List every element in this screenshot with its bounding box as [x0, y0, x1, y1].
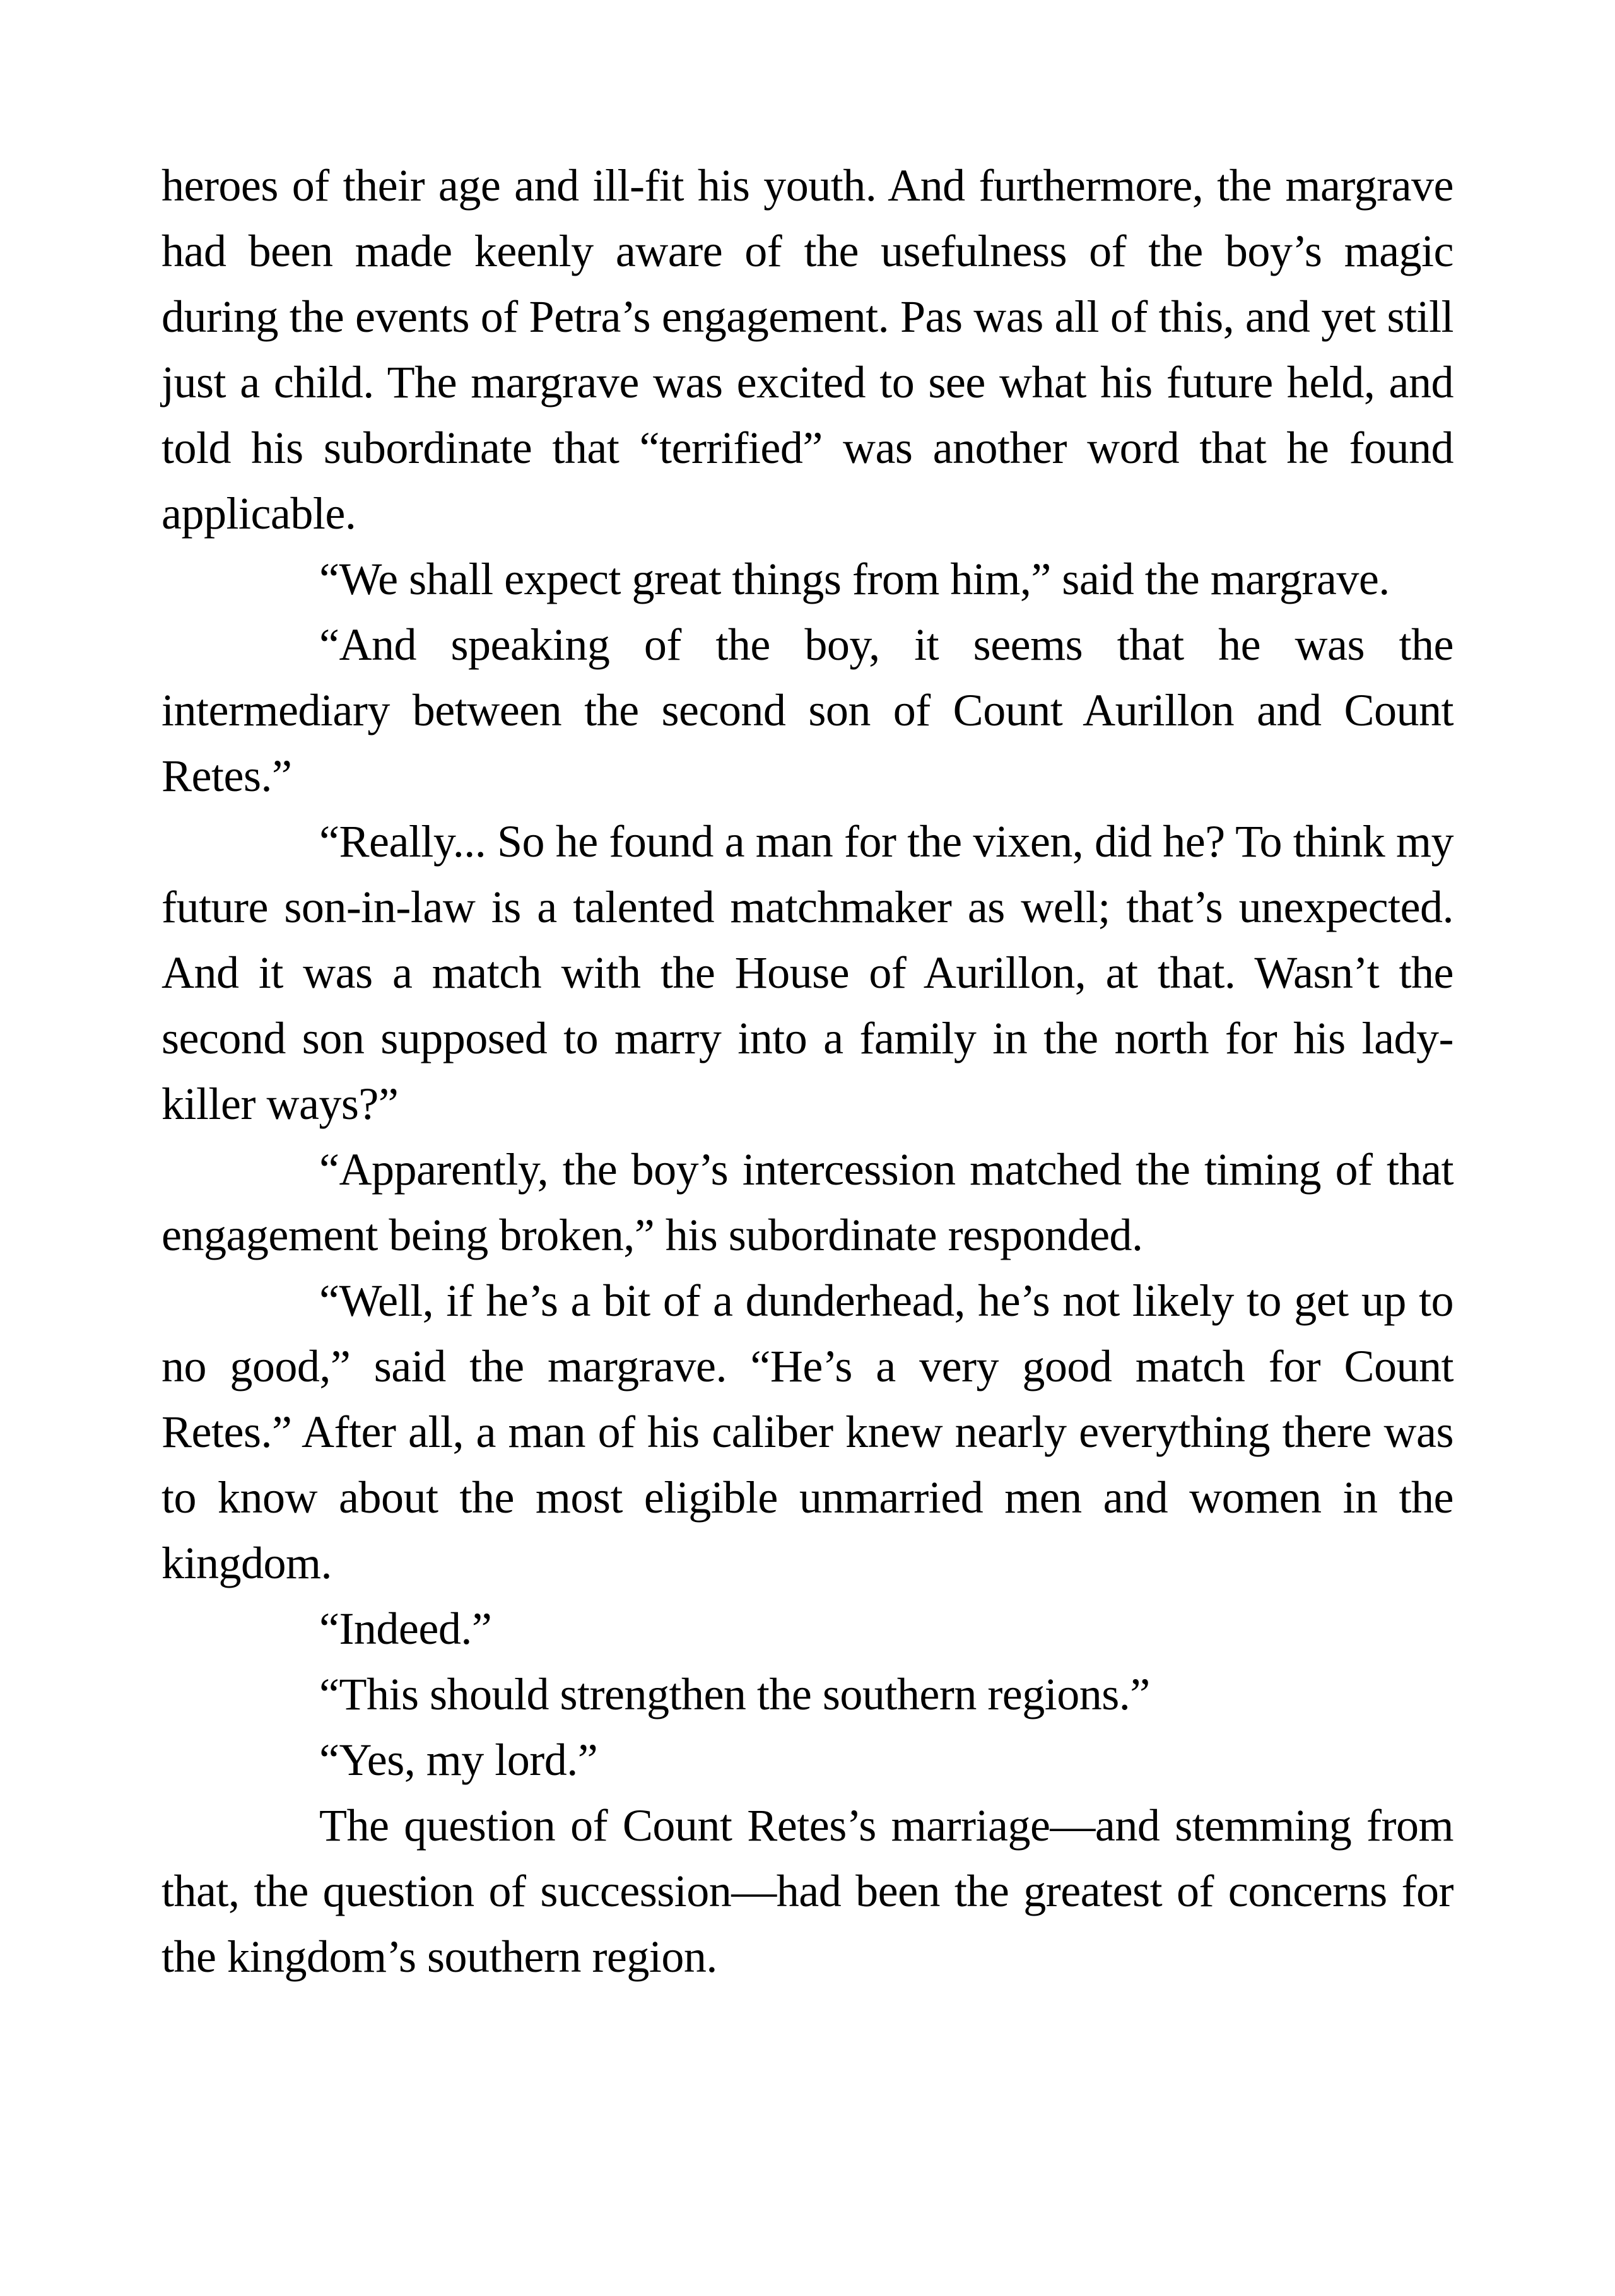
- paragraph-dialogue: “This should strengthen the southern regions.”: [319, 1669, 1150, 1719]
- paragraph-dialogue: “Indeed.”: [319, 1603, 492, 1654]
- paragraph-dialogue: “Yes, my lord.”: [319, 1735, 598, 1785]
- paragraph-dialogue: “Apparently, the boy’s intercession matched the timing of that engagement being broken,” his subordinate responded.: [162, 1144, 1454, 1260]
- paragraph-dialogue: “We shall expect great things from him,” said the margrave.: [319, 554, 1390, 604]
- paragraph-narration: The question of Count Retes’s marriage—and stemming from that, the question of succession—had been the greatest of concerns for the kingdom’s southern region.: [162, 1800, 1454, 1982]
- paragraph-dialogue: “Really... So he found a man for the vixen, did he? To think my future son-in-law is a talented matchmaker as well; that’s unexpected. And it was a match with the House of Aurillon, at that. Wasn’t the second son supposed to marry into a family in the north for his lady-killer ways?”: [162, 816, 1454, 1129]
- paragraph-continuation: heroes of their age and ill-fit his youth. And furthermore, the margrave had been made keenly aware of the usefulness of the boy’s magic during the events of Petra’s engagement. Pas was all of this, and yet still just a child. The margrave was excited to see what his future held, and told his subordinate that “terrified” was another word that he found applicable.: [162, 160, 1454, 539]
- body-text: [162, 153, 1454, 1989]
- paragraph-dialogue: “Well, if he’s a bit of a dunderhead, he’s not likely to get up to no good,” said the margrave. “He’s a very good match for Count Retes.” After all, a man of his caliber knew nearly everything there was to know about the most eligible unmarried men and women in the kingdom.: [162, 1275, 1454, 1588]
- paragraph-dialogue: “And speaking of the boy, it seems that he was the intermediary between the second son of Count Aurillon and Count Retes.”: [162, 619, 1454, 801]
